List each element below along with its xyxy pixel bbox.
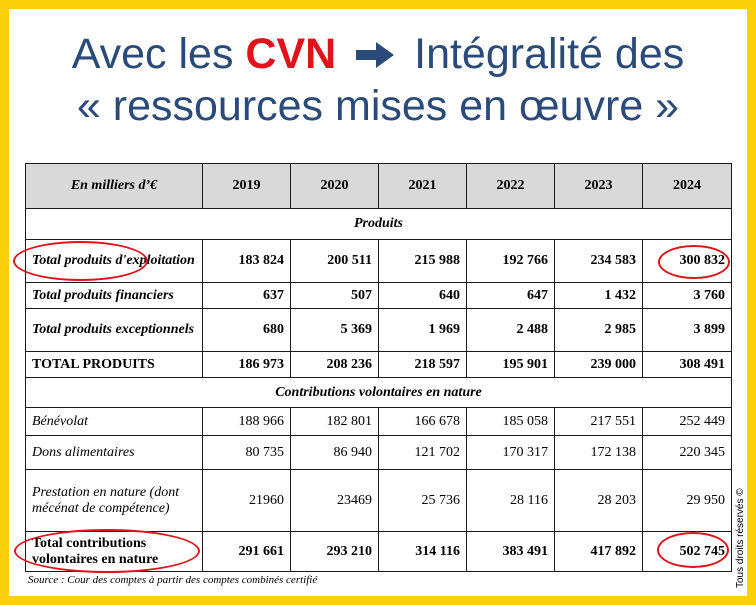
- row-label: Dons alimentaires: [26, 436, 203, 470]
- table-cell: 314 116: [379, 532, 467, 572]
- table-cell: 183 824: [203, 240, 291, 283]
- table-cell: 5 369: [291, 309, 379, 352]
- row-label: Total produits financiers: [26, 283, 203, 309]
- table-cell: 239 000: [555, 352, 643, 378]
- table-cell: 29 950: [643, 470, 732, 532]
- table-cell: 172 138: [555, 436, 643, 470]
- section-products-title: Produits: [26, 209, 732, 240]
- table-cell: 170 317: [467, 436, 555, 470]
- table-cell: 182 801: [291, 408, 379, 436]
- row-label: Total produits exceptionnels: [26, 309, 203, 352]
- copyright-note: Tous droits réservés ©: [735, 488, 746, 588]
- table-cell: 507: [291, 283, 379, 309]
- table-cell: 215 988: [379, 240, 467, 283]
- table-row: [26, 309, 732, 352]
- table-cell: 220 345: [643, 436, 732, 470]
- table-cell: 637: [203, 283, 291, 309]
- title-suffix: Intégralité des: [414, 30, 685, 78]
- table-cell: 383 491: [467, 532, 555, 572]
- row-label: Total contributions volontaires en nature: [26, 532, 203, 572]
- table-cell: 300 832: [643, 240, 732, 283]
- row-label: Prestation en nature (dont mécénat de compétence): [26, 470, 203, 532]
- highlight-ellipse-exploitation-2024: [658, 245, 730, 279]
- slide-title: [0, 28, 756, 132]
- table-cell: 252 449: [643, 408, 732, 436]
- table-cell: 188 966: [203, 408, 291, 436]
- table-cell: 195 901: [467, 352, 555, 378]
- table-cell: 234 583: [555, 240, 643, 283]
- highlight-ellipse-cvn-2024: [657, 532, 729, 568]
- row-label: TOTAL PRODUITS: [26, 352, 203, 378]
- title-line-1: [0, 28, 756, 80]
- table-cell: 21960: [203, 470, 291, 532]
- table-cell: 28 116: [467, 470, 555, 532]
- table-cell: 121 702: [379, 436, 467, 470]
- header-year: 2021: [379, 164, 467, 209]
- table-cell: 417 892: [555, 532, 643, 572]
- table-cell: 28 203: [555, 470, 643, 532]
- table-cell: 3 899: [643, 309, 732, 352]
- table-cell: 185 058: [467, 408, 555, 436]
- table-cell: 1 969: [379, 309, 467, 352]
- table-cell: 217 551: [555, 408, 643, 436]
- row-label: Bénévolat: [26, 408, 203, 436]
- header-year: 2019: [203, 164, 291, 209]
- section-cvn-title: Contributions volontaires en nature: [26, 378, 732, 408]
- header-year: 2024: [643, 164, 732, 209]
- header-year: 2023: [555, 164, 643, 209]
- table-row: [26, 436, 732, 470]
- table-cell: 23469: [291, 470, 379, 532]
- table-cell: 2 488: [467, 309, 555, 352]
- table-cell: 218 597: [379, 352, 467, 378]
- financial-table: [25, 163, 732, 572]
- table-cell: 192 766: [467, 240, 555, 283]
- table-cell: 640: [379, 283, 467, 309]
- section-products-row: [26, 209, 732, 240]
- table-cell: 80 735: [203, 436, 291, 470]
- table-cell: 502 745: [643, 532, 732, 572]
- source-note: Source : Cour des comptes à partir des comptes combinés certifié: [28, 574, 318, 586]
- table-cell: 291 661: [203, 532, 291, 572]
- table-cell: 186 973: [203, 352, 291, 378]
- section-cvn-row: [26, 378, 732, 408]
- table-cell: 308 491: [643, 352, 732, 378]
- table-cell: 647: [467, 283, 555, 309]
- highlight-ellipse-exploitation-label: [13, 241, 148, 281]
- table-row: [26, 470, 732, 532]
- title-highlight-cvn: CVN: [245, 30, 337, 78]
- title-prefix: Avec les: [71, 30, 234, 78]
- table-cell: 86 940: [291, 436, 379, 470]
- arrow-right-icon: [354, 40, 396, 70]
- table-header-row: [26, 164, 732, 209]
- highlight-ellipse-cvn-label: [14, 529, 200, 573]
- table-cell: 3 760: [643, 283, 732, 309]
- table-row: [26, 283, 732, 309]
- table-cell: 2 985: [555, 309, 643, 352]
- table-cell: 293 210: [291, 532, 379, 572]
- table-cell: 208 236: [291, 352, 379, 378]
- header-year: 2022: [467, 164, 555, 209]
- table-cell: 200 511: [291, 240, 379, 283]
- header-unit-label: En milliers d’€: [26, 164, 203, 209]
- table-cell: 680: [203, 309, 291, 352]
- table-cell: 166 678: [379, 408, 467, 436]
- row-label: Total produits d'exploitation: [26, 240, 203, 283]
- table-cell: 25 736: [379, 470, 467, 532]
- table-row: [26, 408, 732, 436]
- title-line-2: « ressources mises en œuvre »: [76, 82, 680, 130]
- header-year: 2020: [291, 164, 379, 209]
- total-products-row: [26, 352, 732, 378]
- table-cell: 1 432: [555, 283, 643, 309]
